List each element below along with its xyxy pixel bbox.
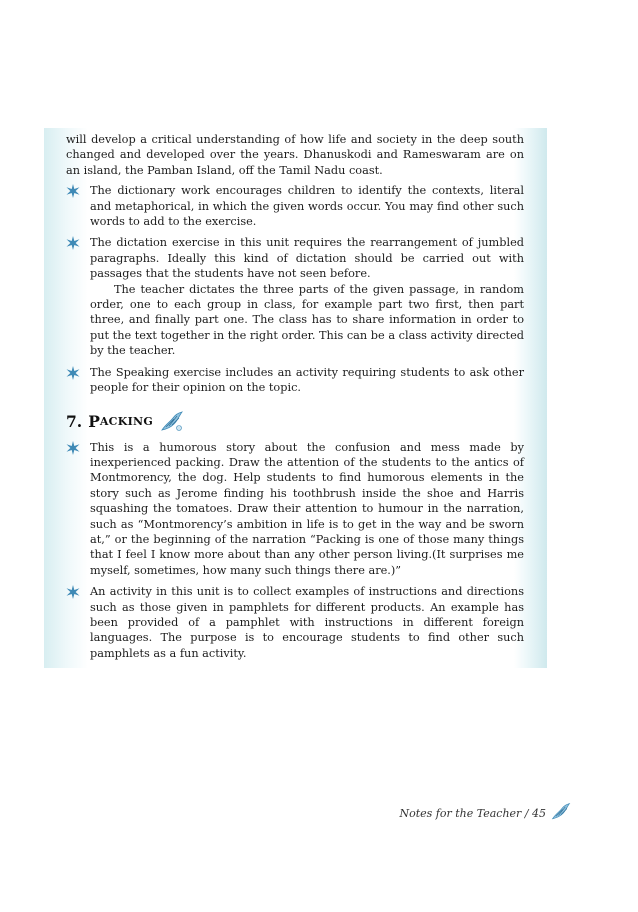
star-bullet-icon (66, 585, 80, 599)
section-title-rest: ACKING (99, 415, 154, 428)
section-title-initial: P (88, 412, 100, 431)
bullet-text: The dictionary work encourages children to identify the contexts, literal and metaphorical, in which the given words occur. You may find other such words to add to the exercise. (90, 184, 524, 229)
star-bullet-icon (66, 366, 80, 380)
bullet-text: This is a humorous story about the confusion and mess made by inexperienced packing. Draw the attention of the students to the antics of Montmorency, the dog. Help students to find humorous elements in the story such as Jerome finding his toothbrush inside the shoe and Harris squashing the tomatoes. Draw their attention to humour in the narration, such as “Montmorency’s ambition in life is to get in the way and be sworn at,” or the beginning of the narration “Packing is one of those many things that I feel I know more about than any other person living.(It surprises me myself, sometimes, how many such things there are.)” (90, 440, 524, 577)
bird-sketch-icon (159, 410, 185, 434)
star-bullet-icon (66, 441, 80, 455)
bullet-text: The Speaking exercise includes an activity requiring students to ask other people for their opinion on the topic. (90, 365, 524, 395)
page-number: 45 (532, 807, 546, 820)
section-number: 7. (66, 412, 83, 431)
star-bullet-icon (66, 184, 80, 198)
intro-paragraph: will develop a critical understanding of how life and society in the deep south changed and developed over the years. Dhanuskodi and Rameswaram are on an island, the Pamban Island, off the Tamil Nadu coast. (66, 133, 524, 177)
bullet-dictionary (66, 183, 524, 229)
star-bullet-icon (66, 236, 80, 250)
bullet-pamphlet-activity (66, 584, 524, 661)
bullet-text: The dictation exercise in this unit requires the rearrangement of jumbled paragraphs. Ideally this kind of dictation should be carried out with passages that the students have not seen before. (90, 236, 524, 281)
footer-label: Notes for the Teacher (399, 807, 522, 820)
main-content (66, 132, 524, 661)
bullet-speaking (66, 365, 524, 396)
footer-separator: / (521, 807, 532, 820)
bullet-dictation (66, 235, 524, 358)
bird-sketch-icon (550, 801, 572, 823)
page-footer (399, 807, 546, 820)
bullet-continuation: The teacher dictates the three parts of the given passage, in random order, one to each group in class, for example part two first, then part three, and finally part one. The class has to share information in order to put the text together in the right order. This can be a class activity directed by the teacher. (90, 282, 524, 358)
bullet-text: An activity in this unit is to collect examples of instructions and directions such as those given in pamphlets for different products. An example has been provided of a pamphlet with instructions in different foreign languages. The purpose is to encourage students to find other such pamphlets as a fun activity. (90, 585, 524, 660)
section-heading (66, 410, 524, 434)
bullet-packing-story (66, 440, 524, 579)
